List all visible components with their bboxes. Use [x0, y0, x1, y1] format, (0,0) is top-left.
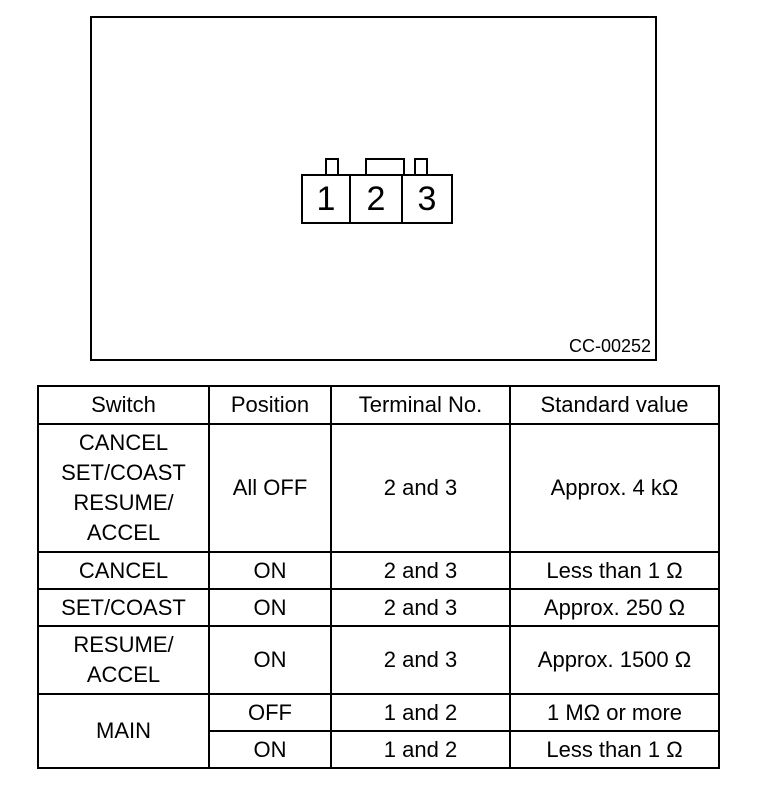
cell-position: OFF: [209, 694, 331, 731]
cell-switch: CANCEL: [38, 552, 209, 589]
cell-terminal: 1 and 2: [331, 694, 510, 731]
cell-value: Less than 1 Ω: [510, 731, 719, 768]
cell-position: All OFF: [209, 424, 331, 552]
cell-switch: MAIN: [38, 694, 209, 768]
switch-spec-table: [37, 385, 720, 769]
connector-figure: [90, 16, 657, 361]
cell-position: ON: [209, 626, 331, 694]
pin-3: 3: [401, 174, 453, 224]
pin-1: 1: [301, 174, 351, 224]
table-row: [38, 424, 719, 552]
table-row: [38, 626, 719, 694]
switch-label: RESUME/ ACCEL: [73, 632, 174, 687]
cell-position: ON: [209, 552, 331, 589]
cell-switch: [38, 424, 209, 552]
cell-switch: SET/COAST: [38, 589, 209, 626]
header-position: Position: [209, 386, 331, 424]
table-row: [38, 552, 719, 589]
header-terminal: Terminal No.: [331, 386, 510, 424]
cell-value: Approx. 1500 Ω: [510, 626, 719, 694]
table-row: [38, 694, 719, 731]
cell-switch: [38, 626, 209, 694]
header-standard-value: Standard value: [510, 386, 719, 424]
table-row: [38, 589, 719, 626]
cell-terminal: 1 and 2: [331, 731, 510, 768]
pin-2: 2: [349, 174, 403, 224]
switch-label: CANCEL SET/COAST RESUME/ ACCEL: [61, 430, 186, 545]
cell-position: ON: [209, 589, 331, 626]
figure-code: CC-00252: [568, 336, 651, 356]
cell-value: Less than 1 Ω: [510, 552, 719, 589]
cell-value: 1 MΩ or more: [510, 694, 719, 731]
connector-diagram: [301, 158, 453, 226]
cell-terminal: 2 and 3: [331, 552, 510, 589]
cell-terminal: 2 and 3: [331, 589, 510, 626]
cell-value: Approx. 250 Ω: [510, 589, 719, 626]
cell-position: ON: [209, 731, 331, 768]
cell-value: Approx. 4 kΩ: [510, 424, 719, 552]
header-switch: Switch: [38, 386, 209, 424]
cell-terminal: 2 and 3: [331, 626, 510, 694]
cell-terminal: 2 and 3: [331, 424, 510, 552]
table-header-row: [38, 386, 719, 424]
